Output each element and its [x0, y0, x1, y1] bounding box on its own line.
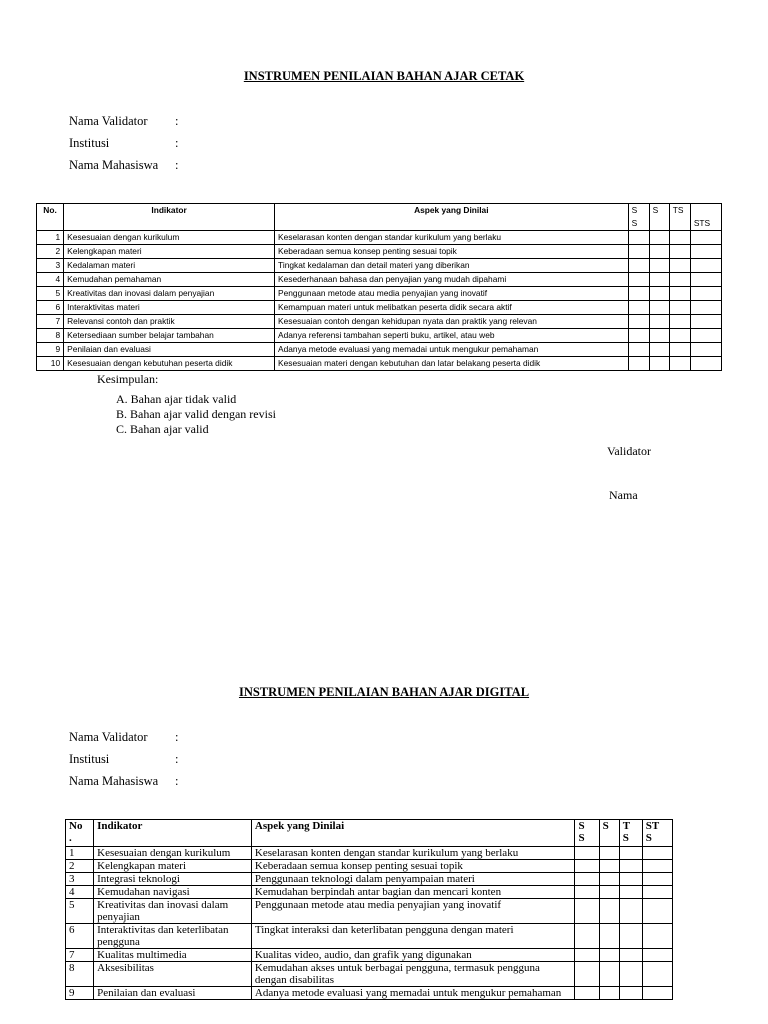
- conclusion-label: Kesimpulan:: [97, 372, 159, 386]
- rating-ts-cell[interactable]: [669, 245, 690, 259]
- rating-s-cell[interactable]: [599, 987, 619, 1000]
- rating-s-cell[interactable]: [599, 949, 619, 962]
- table-row: [37, 287, 722, 301]
- rating-s-cell[interactable]: [649, 245, 669, 259]
- rating-ss-cell[interactable]: [575, 924, 599, 949]
- row-indikator: Kualitas multimedia: [94, 949, 252, 962]
- row-aspek: Adanya metode evaluasi yang memadai untuk mengukur pemahaman: [251, 987, 575, 1000]
- row-number: 6: [66, 924, 94, 949]
- rating-ss-cell[interactable]: [575, 860, 599, 873]
- rating-ss-cell[interactable]: [575, 899, 599, 924]
- row-aspek: Kesederhanaan bahasa dan penyajian yang mudah dipahami: [275, 273, 629, 287]
- option-c: C. Bahan ajar valid: [116, 422, 209, 436]
- row-indikator: Ketersediaan sumber belajar tambahan: [64, 329, 275, 343]
- table-row: [37, 273, 722, 287]
- rating-s-cell[interactable]: [649, 343, 669, 357]
- field-colon: :: [175, 752, 179, 766]
- rating-ts-cell[interactable]: [669, 301, 690, 315]
- rating-sts-cell[interactable]: [642, 886, 672, 899]
- row-indikator: Kemudahan pemahaman: [64, 273, 275, 287]
- rating-ss-cell[interactable]: [575, 873, 599, 886]
- option-b: B. Bahan ajar valid dengan revisi: [116, 407, 276, 421]
- table-row: [37, 315, 722, 329]
- header-no: [66, 820, 94, 847]
- header-ts: [619, 820, 642, 847]
- rating-sts-cell[interactable]: [642, 899, 672, 924]
- row-aspek: Kemudahan berpindah antar bagian dan mencari konten: [251, 886, 575, 899]
- table-row: [66, 873, 673, 886]
- rating-ts-cell[interactable]: [619, 962, 642, 987]
- rating-ss-cell[interactable]: [575, 949, 599, 962]
- row-number: 3: [66, 873, 94, 886]
- row-aspek: Keselarasan konten dengan standar kurikulum yang berlaku: [275, 231, 629, 245]
- header-sts-line1: ST: [645, 820, 660, 832]
- field-institusi: [69, 136, 179, 151]
- row-aspek: Kemudahan akses untuk berbagai pengguna, termasuk pengguna dengan disabilitas: [251, 962, 575, 987]
- header-indikator: Indikator: [64, 204, 275, 231]
- rating-sts-cell[interactable]: [690, 357, 721, 371]
- row-number: 1: [66, 847, 94, 860]
- validator-label: Validator: [607, 444, 651, 458]
- table-row: [66, 899, 673, 924]
- field-nama-validator: [69, 730, 179, 745]
- row-aspek: Tingkat kedalaman dan detail materi yang diberikan: [275, 259, 629, 273]
- row-indikator: Interaktivitas materi: [64, 301, 275, 315]
- rating-s-cell[interactable]: [599, 899, 619, 924]
- field-label: Nama Validator: [69, 730, 148, 744]
- rating-ss-cell[interactable]: [628, 357, 649, 371]
- header-ts-line1: T: [622, 820, 631, 832]
- table-header-row: [66, 820, 673, 847]
- rating-sts-cell[interactable]: [690, 287, 721, 301]
- field-colon: :: [175, 774, 179, 788]
- rating-ss-cell[interactable]: [628, 273, 649, 287]
- rating-s-cell[interactable]: [599, 847, 619, 860]
- rating-ts-cell[interactable]: [669, 287, 690, 301]
- rating-s-cell[interactable]: [649, 301, 669, 315]
- field-nama-validator: [69, 114, 179, 129]
- rating-s-cell[interactable]: [599, 873, 619, 886]
- row-indikator: Integrasi teknologi: [94, 873, 252, 886]
- rating-ts-cell[interactable]: [619, 847, 642, 860]
- header-aspek: Aspek yang Dinilai: [251, 820, 575, 847]
- header-ss-line1: S: [578, 820, 585, 832]
- table-body: [37, 231, 722, 371]
- row-indikator: Kelengkapan materi: [94, 860, 252, 873]
- header-no-line1: No: [69, 820, 83, 832]
- table-row: [66, 987, 673, 1000]
- rating-s-cell[interactable]: [649, 259, 669, 273]
- rating-ss-cell[interactable]: [628, 287, 649, 301]
- rating-s-cell[interactable]: [649, 273, 669, 287]
- header-ss-line2: S: [631, 218, 638, 228]
- rating-ss-cell[interactable]: [628, 259, 649, 273]
- row-indikator: Kreativitas dan inovasi dalam penyajian: [94, 899, 252, 924]
- option-a: A. Bahan ajar tidak valid: [116, 392, 237, 406]
- assessment-table-digital: [65, 819, 673, 1000]
- rating-s-cell[interactable]: [599, 860, 619, 873]
- row-number: 2: [66, 860, 94, 873]
- row-aspek: Kualitas video, audio, dan grafik yang digunakan: [251, 949, 575, 962]
- header-sts-label: STS: [693, 218, 711, 228]
- row-number: 10: [37, 357, 64, 371]
- rating-sts-cell[interactable]: [690, 273, 721, 287]
- header-ss-line2: S: [578, 832, 585, 844]
- field-label: Nama Mahasiswa: [69, 774, 159, 788]
- row-indikator: Kedalaman materi: [64, 259, 275, 273]
- rating-ts-cell[interactable]: [619, 987, 642, 1000]
- table-row: [66, 847, 673, 860]
- row-aspek: Adanya metode evaluasi yang memadai untuk mengukur pemahaman: [275, 343, 629, 357]
- header-no: No.: [37, 204, 64, 231]
- table-row: [37, 357, 722, 371]
- assessment-table-cetak: [36, 203, 722, 371]
- table-row: [66, 886, 673, 899]
- header-aspek: Aspek yang Dinilai: [275, 204, 629, 231]
- table-row: [37, 245, 722, 259]
- table-row: [66, 949, 673, 962]
- row-indikator: Kreativitas dan inovasi dalam penyajian: [64, 287, 275, 301]
- field-label: Institusi: [69, 136, 110, 150]
- rating-sts-cell[interactable]: [642, 949, 672, 962]
- header-ss: [575, 820, 599, 847]
- table-row: [37, 259, 722, 273]
- row-indikator: Kesesuaian dengan kurikulum: [64, 231, 275, 245]
- table-row: [37, 301, 722, 315]
- row-number: 3: [37, 259, 64, 273]
- header-sts: [690, 204, 721, 231]
- row-aspek: Tingkat interaksi dan keterlibatan pengguna dengan materi: [251, 924, 575, 949]
- row-aspek: Penggunaan teknologi dalam penyampaian materi: [251, 873, 575, 886]
- row-indikator: Kesesuaian dengan kurikulum: [94, 847, 252, 860]
- rating-ss-cell[interactable]: [575, 886, 599, 899]
- header-ts-line2: S: [622, 832, 629, 844]
- rating-ts-cell[interactable]: [619, 924, 642, 949]
- row-aspek: Kesesuaian contoh dengan kehidupan nyata dan praktik yang relevan: [275, 315, 629, 329]
- row-number: 8: [37, 329, 64, 343]
- rating-sts-cell[interactable]: [642, 847, 672, 860]
- rating-sts-cell[interactable]: [690, 259, 721, 273]
- rating-ts-cell[interactable]: [619, 899, 642, 924]
- field-nama-mahasiswa: [69, 774, 179, 789]
- rating-s-cell[interactable]: [649, 287, 669, 301]
- row-indikator: Penilaian dan evaluasi: [94, 987, 252, 1000]
- rating-ss-cell[interactable]: [628, 343, 649, 357]
- rating-ts-cell[interactable]: [669, 343, 690, 357]
- page-title-cetak: INSTRUMEN PENILAIAN BAHAN AJAR CETAK: [243, 69, 525, 83]
- table-row: [66, 924, 673, 949]
- rating-ts-cell[interactable]: [669, 231, 690, 245]
- rating-s-cell[interactable]: [599, 886, 619, 899]
- rating-ss-cell[interactable]: [628, 329, 649, 343]
- row-number: 5: [66, 899, 94, 924]
- rating-ss-cell[interactable]: [628, 231, 649, 245]
- header-indikator: Indikator: [94, 820, 252, 847]
- page-title-digital: INSTRUMEN PENILAIAN BAHAN AJAR DIGITAL: [238, 685, 530, 699]
- row-aspek: Penggunaan metode atau media penyajian yang inovatif: [251, 899, 575, 924]
- row-indikator: Aksesibilitas: [94, 962, 252, 987]
- table-row: [37, 231, 722, 245]
- rating-sts-cell[interactable]: [642, 987, 672, 1000]
- rating-ts-cell[interactable]: [669, 273, 690, 287]
- rating-ts-cell[interactable]: [619, 886, 642, 899]
- header-sts: [642, 820, 672, 847]
- rating-sts-cell[interactable]: [642, 924, 672, 949]
- rating-sts-cell[interactable]: [690, 329, 721, 343]
- rating-ss-cell[interactable]: [575, 847, 599, 860]
- row-number: 2: [37, 245, 64, 259]
- rating-ts-cell[interactable]: [669, 357, 690, 371]
- row-number: 8: [66, 962, 94, 987]
- rating-sts-cell[interactable]: [642, 962, 672, 987]
- row-number: 4: [66, 886, 94, 899]
- row-number: 6: [37, 301, 64, 315]
- rating-s-cell[interactable]: [649, 329, 669, 343]
- rating-s-cell[interactable]: [599, 962, 619, 987]
- table-row: [66, 962, 673, 987]
- rating-sts-cell[interactable]: [690, 245, 721, 259]
- field-label: Nama Mahasiswa: [69, 158, 159, 172]
- rating-ss-cell[interactable]: [628, 315, 649, 329]
- rating-s-cell[interactable]: [649, 231, 669, 245]
- rating-ss-cell[interactable]: [575, 987, 599, 1000]
- row-aspek: Kemampuan materi untuk melibatkan peserta didik secara aktif: [275, 301, 629, 315]
- header-s: S: [649, 204, 669, 231]
- row-indikator: Kelengkapan materi: [64, 245, 275, 259]
- rating-sts-cell[interactable]: [690, 315, 721, 329]
- table-body: [66, 847, 673, 1000]
- field-nama-mahasiswa: [69, 158, 179, 173]
- rating-sts-cell[interactable]: [642, 860, 672, 873]
- row-indikator: Penilaian dan evaluasi: [64, 343, 275, 357]
- row-number: 9: [66, 987, 94, 1000]
- rating-sts-cell[interactable]: [690, 231, 721, 245]
- table-row: [37, 343, 722, 357]
- row-number: 7: [37, 315, 64, 329]
- row-aspek: Penggunaan metode atau media penyajian yang inovatif: [275, 287, 629, 301]
- header-ts: TS: [669, 204, 690, 231]
- row-number: 7: [66, 949, 94, 962]
- row-aspek: Kesesuaian materi dengan kebutuhan dan latar belakang peserta didik: [275, 357, 629, 371]
- rating-ss-cell[interactable]: [628, 301, 649, 315]
- field-colon: :: [175, 136, 179, 150]
- row-aspek: Adanya referensi tambahan seperti buku, artikel, atau web: [275, 329, 629, 343]
- row-number: 5: [37, 287, 64, 301]
- rating-ss-cell[interactable]: [575, 962, 599, 987]
- header-ss: [628, 204, 649, 231]
- rating-ts-cell[interactable]: [669, 329, 690, 343]
- table-header-row: [37, 204, 722, 231]
- row-number: 1: [37, 231, 64, 245]
- field-institusi: [69, 752, 179, 767]
- row-number: 4: [37, 273, 64, 287]
- row-aspek: Keberadaan semua konsep penting sesuai topik: [275, 245, 629, 259]
- name-label: Nama: [609, 488, 638, 502]
- field-colon: :: [175, 114, 179, 128]
- rating-sts-cell[interactable]: [690, 343, 721, 357]
- row-indikator: Interaktivitas dan keterlibatan pengguna: [94, 924, 252, 949]
- header-s: S: [599, 820, 619, 847]
- table-row: [37, 329, 722, 343]
- rating-ts-cell[interactable]: [619, 873, 642, 886]
- rating-s-cell[interactable]: [599, 924, 619, 949]
- rating-ts-cell[interactable]: [619, 860, 642, 873]
- row-number: 9: [37, 343, 64, 357]
- rating-ts-cell[interactable]: [669, 315, 690, 329]
- row-aspek: Keselarasan konten dengan standar kurikulum yang berlaku: [251, 847, 575, 860]
- field-colon: :: [175, 158, 179, 172]
- header-ss-line1: S: [631, 205, 638, 215]
- rating-ts-cell[interactable]: [619, 949, 642, 962]
- header-no-line2: .: [69, 832, 72, 844]
- rating-sts-cell[interactable]: [642, 873, 672, 886]
- rating-sts-cell[interactable]: [690, 301, 721, 315]
- table-row: [66, 860, 673, 873]
- row-indikator: Kemudahan navigasi: [94, 886, 252, 899]
- header-sts-line2: S: [645, 832, 652, 844]
- field-colon: :: [175, 730, 179, 744]
- rating-ss-cell[interactable]: [628, 245, 649, 259]
- row-indikator: Relevansi contoh dan praktik: [64, 315, 275, 329]
- rating-s-cell[interactable]: [649, 357, 669, 371]
- row-aspek: Keberadaan semua konsep penting sesuai topik: [251, 860, 575, 873]
- rating-ts-cell[interactable]: [669, 259, 690, 273]
- field-label: Nama Validator: [69, 114, 148, 128]
- field-label: Institusi: [69, 752, 110, 766]
- row-indikator: Kesesuaian dengan kebutuhan peserta didik: [64, 357, 275, 371]
- rating-s-cell[interactable]: [649, 315, 669, 329]
